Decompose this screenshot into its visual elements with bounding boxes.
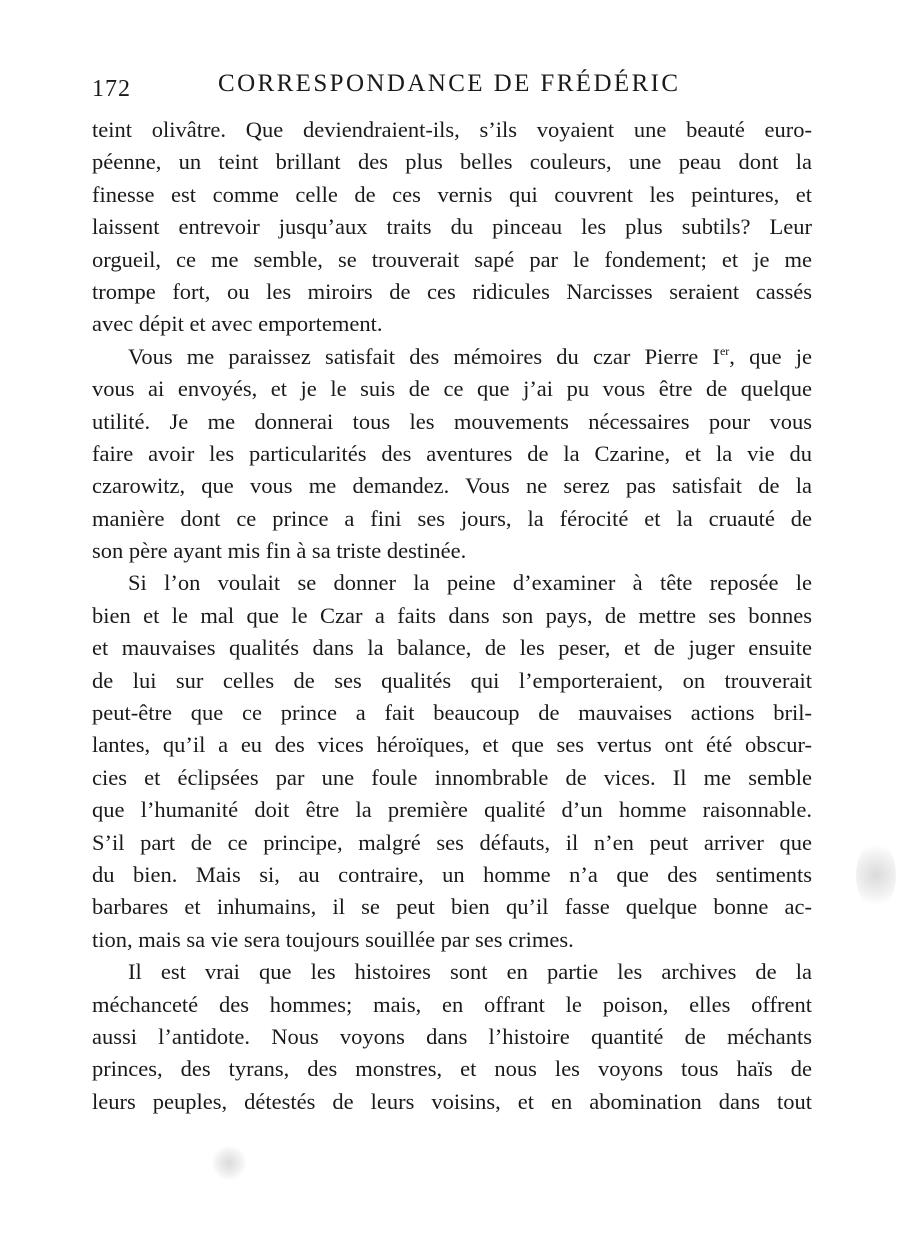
text-line: peut-être que ce prince a fait beaucoup de mauvaises actions bril- [92, 700, 812, 726]
text-line: du bien. Mais si, au contraire, un homme n’a que des sentiments [92, 861, 812, 887]
text-line [92, 341, 812, 373]
text-segment: Vous me paraissez satisfait des mémoires du czar Pierre I [128, 343, 720, 369]
text-line: Si l’on voulait se donner la peine d’examiner à tête reposée le [128, 570, 812, 596]
text-line: lantes, qu’il a eu des vices héroïques, et que ses vertus ont été obscur- [92, 732, 812, 758]
running-title: CORRESPONDANCE DE FRÉDÉRIC [218, 70, 681, 97]
text-line: péenne, un teint brillant des plus belles couleurs, une peau dont la [92, 149, 812, 175]
text-line: cies et éclipsées par une foule innombrable de vices. Il me semble [92, 764, 812, 790]
paper-smudge [856, 840, 896, 910]
text-line: trompe fort, ou les miroirs de ces ridicules Narcisses seraient cassés [92, 278, 812, 304]
text-segment: , que je [729, 343, 812, 369]
paper-smudge [212, 1146, 246, 1180]
text-line: utilité. Je me donnerai tous les mouvements nécessaires pour vous [92, 408, 812, 434]
text-line: et mauvaises qualités dans la balance, de les peser, et de juger ensuite [92, 635, 812, 661]
text-line: aussi l’antidote. Nous voyons dans l’histoire quantité de méchants [92, 1023, 812, 1049]
text-line: avec dépit et avec emportement. [92, 311, 383, 337]
text-line: Il est vrai que les histoires sont en partie les archives de la [128, 959, 812, 985]
text-line: teint olivâtre. Que deviendraient-ils, s’ils voyaient une beauté euro- [92, 117, 812, 142]
text-line: leurs peuples, détestés de leurs voisins, et en abomination dans tout [92, 1088, 812, 1114]
text-line: bien et le mal que le Czar a faits dans son pays, de mettre ses bonnes [92, 602, 812, 628]
text-line: vous ai envoyés, et je le suis de ce que j’ai pu vous être de quelque [92, 376, 812, 402]
text-line: finesse est comme celle de ces vernis qui couvrent les peintures, et [92, 181, 812, 207]
text-line: que l’humanité doit être la première qualité d’un homme raisonnable. [92, 797, 812, 823]
text-line: tion, mais sa vie sera toujours souillée par ses crimes. [92, 926, 574, 952]
text-line: laissent entrevoir jusqu’aux traits du pinceau les plus subtils? Leur [92, 214, 812, 240]
body-text [92, 114, 812, 1118]
text-line: czarowitz, que vous me demandez. Vous ne serez pas satisfait de la [92, 473, 812, 499]
text-line: son père ayant mis fin à sa triste destinée. [92, 538, 467, 564]
text-line: faire avoir les particularités des aventures de la Czarine, et la vie du [92, 440, 812, 466]
page-number: 172 [92, 76, 131, 102]
text-line: manière dont ce prince a fini ses jours, la férocité et la cruauté de [92, 505, 812, 531]
superscript: er [719, 343, 730, 358]
running-head [92, 70, 812, 106]
text-line: orgueil, ce me semble, se trouverait sapé par le fondement; et je me [92, 246, 812, 272]
text-line: de lui sur celles de ses qualités qui l’emporteraient, on trouverait [92, 667, 812, 693]
text-line: S’il part de ce principe, malgré ses défauts, il n’en peut arriver que [92, 829, 812, 855]
text-line: barbares et inhumains, il se peut bien qu’il fasse quelque bonne ac- [92, 894, 812, 920]
text-line: méchanceté des hommes; mais, en offrant le poison, elles offrent [92, 991, 812, 1017]
text-line: princes, des tyrans, des monstres, et nous les voyons tous haïs de [92, 1056, 812, 1082]
